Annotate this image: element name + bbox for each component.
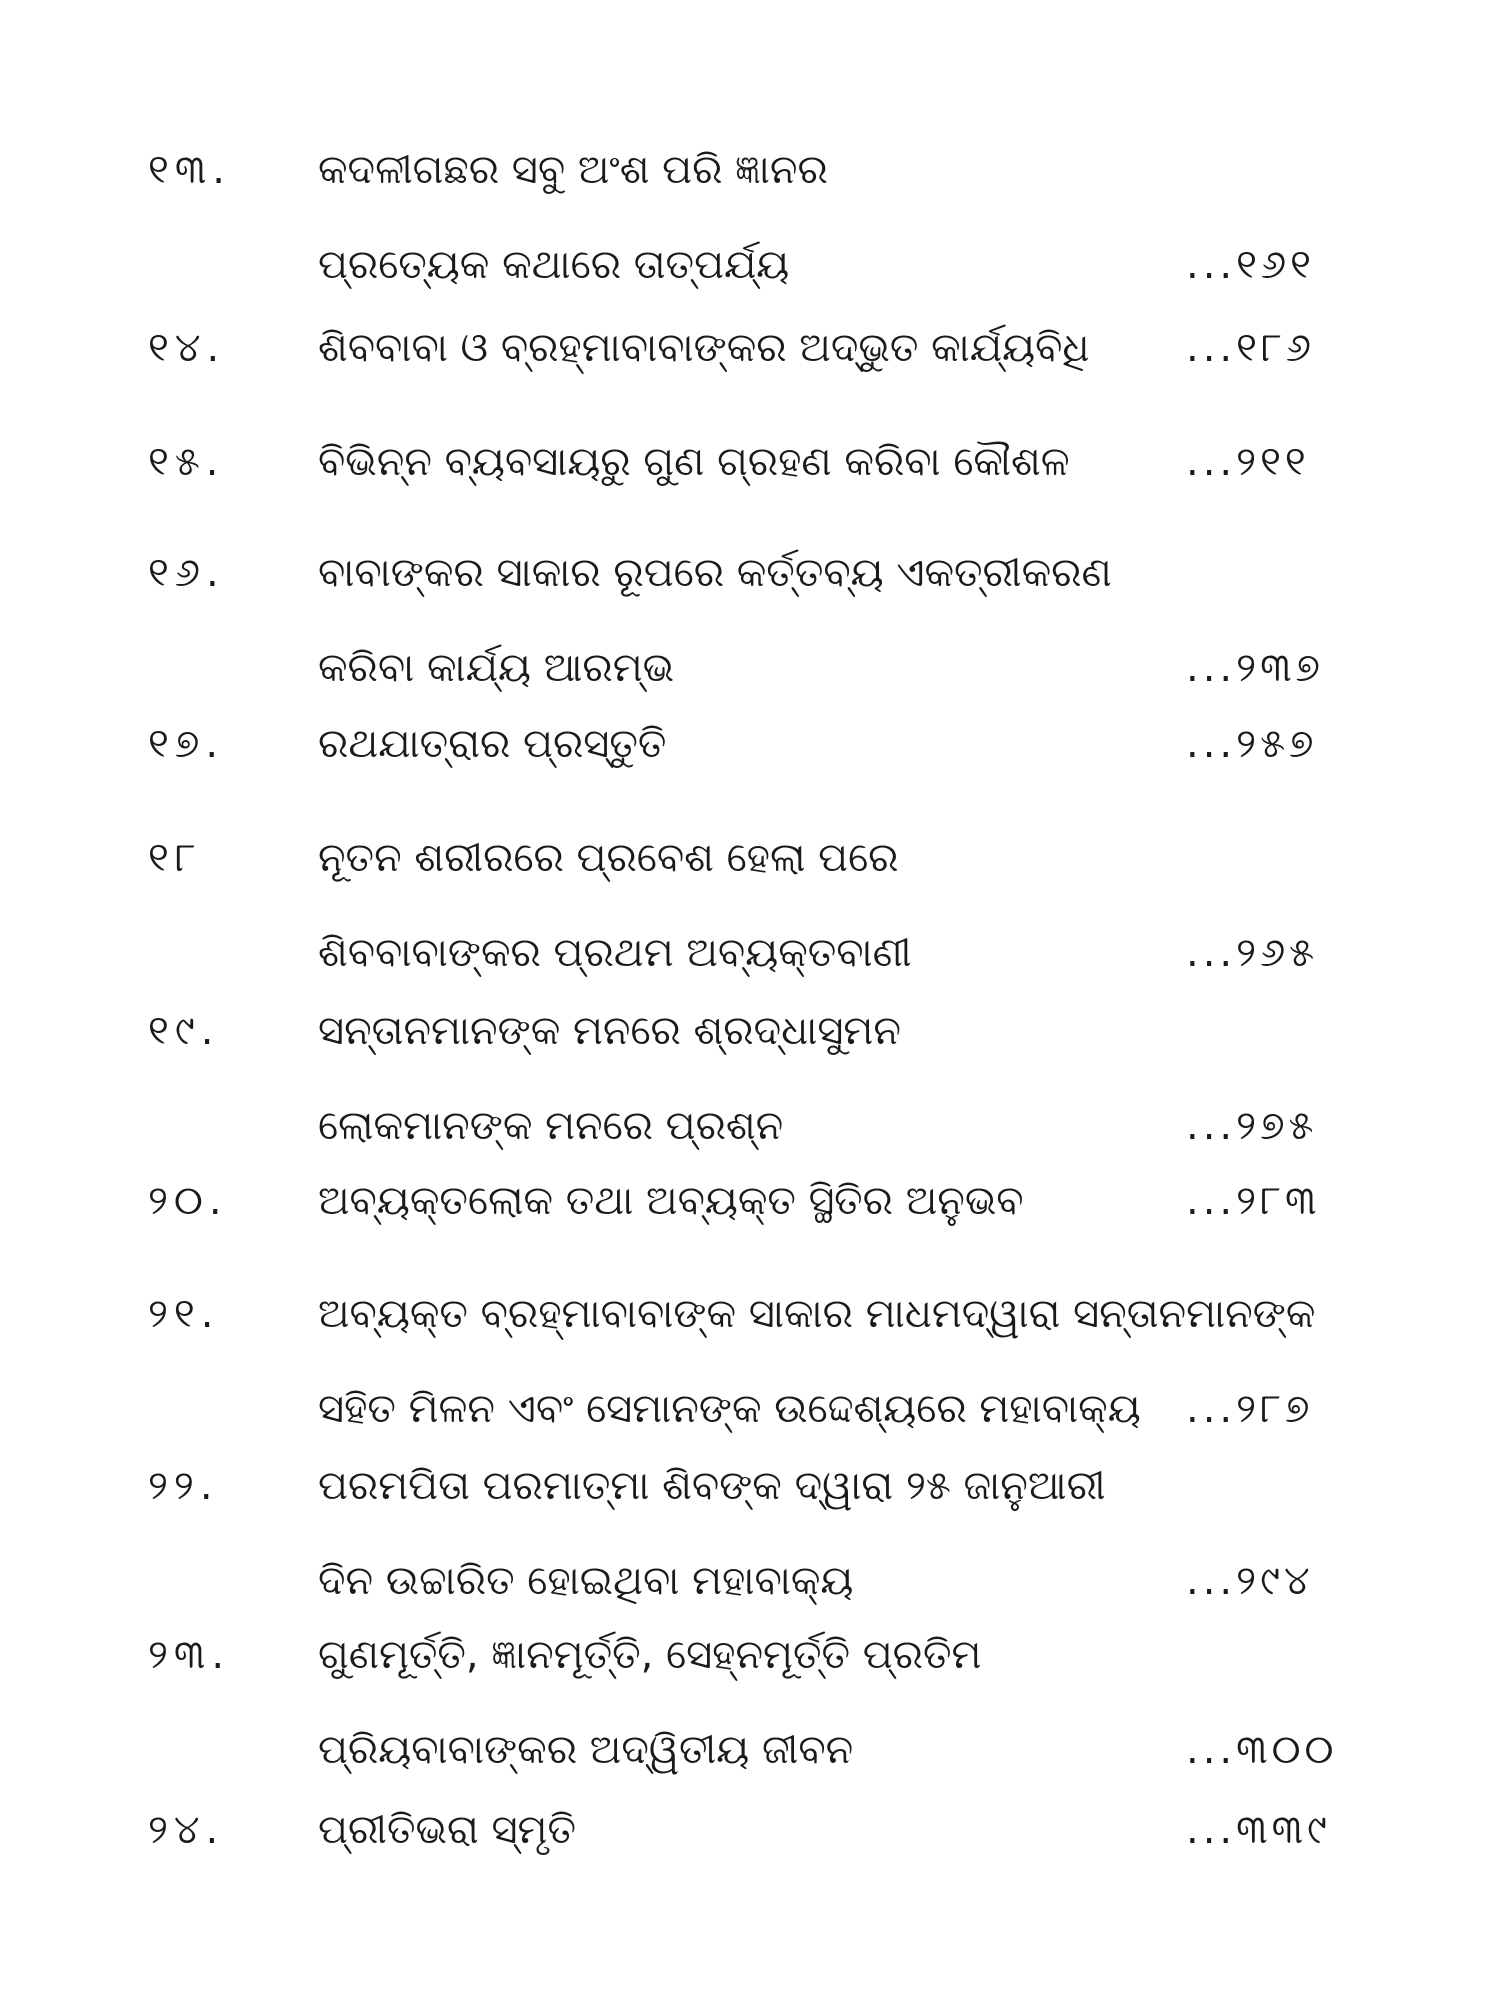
chapter-title-line: ଅବ୍ୟକ୍ତଲୋକ ତଥା ଅବ୍ୟକ୍ତ ସ୍ଥିତିର ଅନୁଭବ — [318, 1178, 1024, 1224]
chapter-title-line: ଅବ୍ୟକ୍ତ ବ୍ରହ୍ମାବାବାଙ୍କ ସାକାର ମାଧମଦ୍ୱାରା ସନ୍ତାନମାନଙ୍କ — [318, 1291, 1316, 1337]
chapter-title-line: ନୂତନ ଶରୀରରେ ପ୍ରବେଶ ହେଲା ପରେ — [318, 835, 899, 881]
chapter-title-line: ଲୋକମାନଙ୍କ ମନରେ ପ୍ରଶ୍ନ — [318, 1103, 784, 1149]
chapter-title-line: ପ୍ରିୟବାବାଙ୍କର ଅଦ୍ୱିତୀୟ ଜୀବନ — [318, 1727, 854, 1773]
page-number: ...୨୮୭ — [1186, 1386, 1314, 1432]
chapter-title-line: ଶିବବାବା ଓ ବ୍ରହ୍ମାବାବାଙ୍କର ଅଦ୍ଭୁତ କାର୍ଯ୍ୟବିଧି — [318, 325, 1090, 371]
chapter-title-line: ଦିନ ଉଚ୍ଚାରିତ ହୋଇଥିବା ମହାବାକ୍ୟ — [318, 1558, 854, 1604]
chapter-number: ୧୯. — [148, 1008, 220, 1054]
page-number: ...୨୯୪ — [1186, 1558, 1314, 1604]
chapter-title-line: କଦଳୀଗଛର ସବୁ ଅଂଶ ପରି ଜ୍ଞାନର — [318, 147, 828, 193]
chapter-title-line: ରଥଯାତ୍ରାର ପ୍ରସ୍ତୁତି — [318, 721, 667, 767]
chapter-number: ୨୩. — [148, 1632, 231, 1678]
chapter-title-line: କରିବା କାର୍ଯ୍ୟ ଆରମ୍ଭ — [318, 645, 675, 691]
chapter-number: ୧୫. — [148, 439, 225, 485]
chapter-title-line: ପରମପିତା ପରମାତ୍ମା ଶିବଙ୍କ ଦ୍ୱାରା ୨୫ ଜାନୁଆରୀ — [318, 1463, 1106, 1509]
page-number: ...୨୫୭ — [1186, 721, 1318, 767]
chapter-title-line: ପ୍ରୀତିଭରା ସ୍ମୃତି — [318, 1807, 576, 1853]
page-number: ...୨୮୩ — [1186, 1178, 1321, 1224]
chapter-title-line: ସହିତ ମିଳନ ଏବଂ ସେମାନଙ୍କ ଉଦ୍ଦେଶ୍ୟରେ ମହାବାକ୍ୟ — [318, 1386, 1141, 1432]
chapter-title-line: ସନ୍ତାନମାନଙ୍କ ମନରେ ଶ୍ରଦ୍ଧାସୁମନ — [318, 1008, 901, 1054]
page-number: ...୧୬୧ — [1186, 242, 1315, 288]
chapter-number: ୨୨. — [148, 1463, 219, 1509]
page-number: ...୨୭୫ — [1186, 1103, 1318, 1149]
chapter-number: ୨୪. — [148, 1807, 225, 1853]
chapter-number: ୧୭. — [148, 721, 225, 767]
page-number: ...୧୮୬ — [1186, 325, 1315, 371]
chapter-number: ୧୮ — [148, 835, 202, 881]
chapter-title-line: ବାବାଙ୍କର ସାକାର ରୂପରେ କର୍ତ୍ତବ୍ୟ ଏକତ୍ରୀକରଣ — [318, 550, 1112, 596]
chapter-title-line: ପ୍ରତ୍ୟେକ କଥାରେ ତାତ୍ପର୍ଯ୍ୟ — [318, 242, 790, 288]
page-number: ...୩୩୯ — [1186, 1807, 1331, 1853]
page-number: ...୨୬୫ — [1186, 930, 1319, 976]
chapter-number: ୧୩. — [148, 147, 231, 193]
page-number: ...୩୦୦ — [1186, 1727, 1338, 1773]
chapter-number: ୧୪. — [148, 325, 226, 371]
page-number: ...୨୧୧ — [1186, 439, 1310, 485]
chapter-title-line: ଶିବବାବାଙ୍କର ପ୍ରଥମ ଅବ୍ୟକ୍ତବାଣୀ — [318, 930, 912, 976]
page-number: ...୨୩୭ — [1186, 645, 1324, 691]
chapter-title-line: ଗୁଣମୂର୍ତ୍ତି, ଜ୍ଞାନମୂର୍ତ୍ତି, ସେହ୍ନମୂର୍ତ୍ତି ପ୍ରତିମ — [318, 1632, 982, 1678]
chapter-title-line: ବିଭିନ୍ନ ବ୍ୟବସାୟରୁ ଗୁଣ ଗ୍ରହଣ କରିବା କୌଶଳ — [318, 439, 1070, 485]
chapter-number: ୨୧. — [148, 1291, 220, 1337]
chapter-number: ୨୦. — [148, 1178, 228, 1224]
chapter-number: ୧୬. — [148, 550, 225, 596]
